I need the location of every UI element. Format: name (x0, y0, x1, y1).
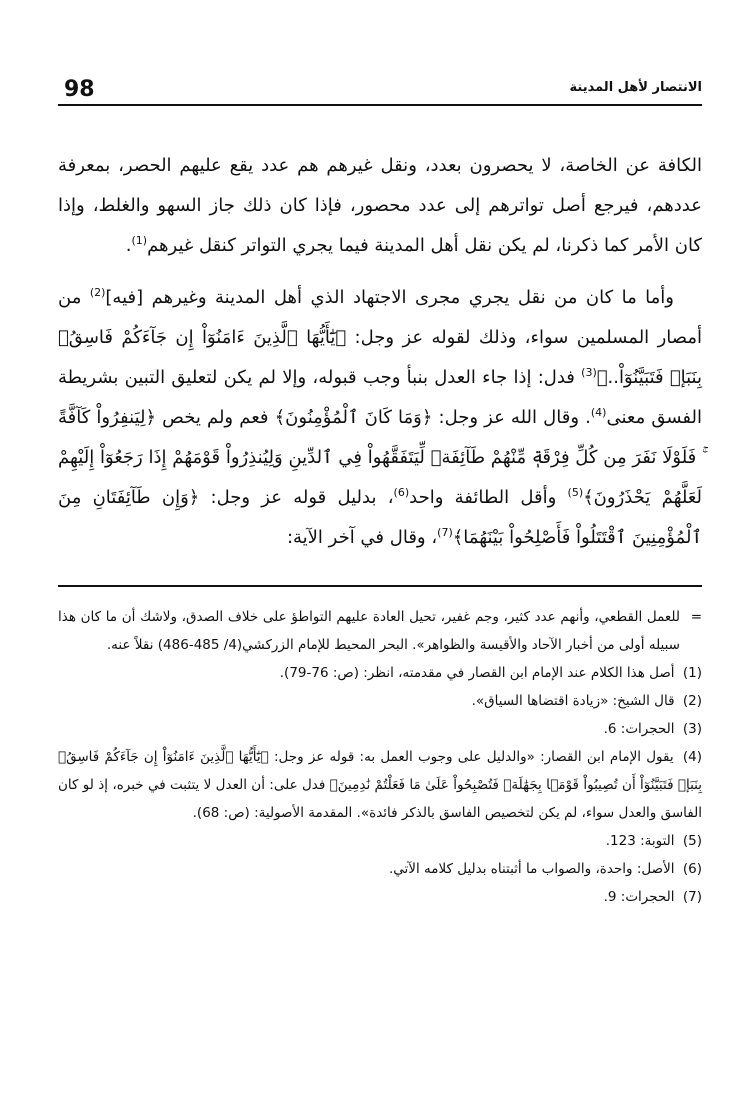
continuation-mark: = (690, 609, 702, 625)
paragraph-tail: . (125, 235, 132, 256)
footnote-text: قال الشيخ: «زيادة اقتضاها السياق». (471, 693, 675, 709)
footnote-number: (5) (682, 833, 702, 849)
footnote-ref: (2) (89, 286, 106, 299)
paragraph-2 (58, 278, 702, 558)
footnote-ref: (7) (437, 526, 453, 539)
footnote-text: الأصل: واحدة، والصواب ما أثبتناه بدليل كلامه الآتي. (388, 861, 675, 877)
footnote-4 (58, 743, 702, 827)
footnote-number: (2) (682, 693, 702, 709)
main-text (58, 146, 702, 558)
footnote-ref: (4) (590, 406, 607, 419)
footnote-ref: (1) (131, 234, 148, 247)
footnote-continuation (58, 603, 702, 659)
footnote-divider (58, 585, 702, 587)
footnote-text: يقول الإمام ابن القصار: «والدليل على وجوب العمل به: قوله عز وجل: ﴿يَٰٓأَيُّهَا ٱلَّذِينَ ءَامَنُوٓاْ إِن جَآءَكُمْ فَاسِقُۢ بِنَبَإٖ فَتَبَيَّنُوٓاْ أَن تُصِيبُواْ قَوْمَۢا بِجَهَٰلَةٖ فَتُصْبِحُواْ عَلَىٰ مَا فَعَلْتُمْ نَٰدِمِينَ﴾ فدل على: أن العدل لا يتثبت في خبره، إذ لو كان الفاسق والعدل سواء، لم يكن لتخصيص الفاسق بالذكر فائدة». المقدمة الأصولية: (ص: 68). (58, 749, 702, 821)
footnote-number: (3) (682, 721, 702, 737)
footnote-text: التوبة: 123. (605, 833, 675, 849)
footnote-number: (4) (682, 749, 703, 765)
footnote-text: الحجرات: 6. (603, 721, 675, 737)
footnote-ref: (6) (393, 486, 410, 499)
footnote-6 (58, 855, 702, 883)
page-header (58, 78, 702, 102)
header-divider (58, 104, 702, 106)
footnote-number: (1) (682, 665, 702, 681)
footnote-5 (58, 827, 702, 855)
footnote-7 (58, 883, 702, 911)
footnote-2 (58, 687, 702, 715)
page-number: 98 (64, 77, 95, 102)
footnote-1 (58, 659, 702, 687)
paragraph-tail: . وقال الله عز وجل: ﴿وَمَا كَانَ ٱلْمُؤْمِنُونَ﴾ فعم ولم يخص ﴿لِيَنفِرُواْ كَآفَّةً ۚ فَلَوْلَا نَفَرَ مِن كُلِّ فِرْقَةٖ مِّنْهُمْ طَآئِفَةٞ لِّيَتَفَقَّهُواْ فِي ٱلدِّينِ وَلِيُنذِرُواْ قَوْمَهُمْ إِذَا رَجَعُوٓاْ إِلَيْهِمْ لَعَلَّهُمْ يَحْذَرُونَ﴾ (58, 407, 702, 508)
running-title: الانتصار لأهل المدينة (569, 80, 702, 95)
footnote-text: الحجرات: 9. (603, 889, 675, 905)
paragraph-tail: ، وقال في آخر الآية: (286, 527, 438, 548)
paragraph-tail: ، بدليل قوله عز وجل: ﴿وَإِن طَآئِفَتَانِ مِنَ ٱلْمُؤْمِنِينَ ٱقْتَتَلُواْ فَأَصْلِحُواْ بَيْنَهُمَا﴾ (58, 487, 702, 548)
paragraph-1 (58, 146, 702, 266)
footnote-ref: (3) (581, 366, 597, 379)
footnote-3 (58, 715, 702, 743)
footnotes (58, 603, 702, 911)
footnote-text: للعمل القطعي، وأنهم عدد كثير، وجم غفير، تحيل العادة عليهم التواطؤ على خلاف الصدق، ولاشك أن ما كان هذا سبيله أولى من أخبار الآحاد والأقيسة والظواهر». البحر المحيط للإمام الزركشي(4/ 485-486) نقلاً عنه. (58, 609, 680, 653)
footnote-number: (6) (682, 861, 702, 877)
paragraph-tail: فدل: إذا جاء العدل بنبأ وجب قبوله، وإلا لم يكن لتعليق التبين بشريطة الفسق معنى (58, 367, 702, 428)
paragraph-tail: وأقل الطائفة واحد (409, 487, 568, 508)
footnote-ref: (5) (567, 486, 584, 499)
paragraph-tail: من أمصار المسلمين سواء، وذلك لقوله عز وجل: ﴿يَٰٓأَيُّهَا ٱلَّذِينَ ءَامَنُوٓاْ إِن جَآءَكُمْ فَاسِقُۢ بِنَبَإٖ فَتَبَيَّنُوٓاْ..﴾ (58, 287, 703, 388)
footnote-text: أصل هذا الكلام عند الإمام ابن القصار في مقدمته، انظر: (ص: 76-79). (279, 665, 675, 681)
paragraph-text: وأما ما كان من نقل يجري مجرى الاجتهاد الذي أهل المدينة وغيرهم [فيه] (105, 287, 674, 308)
footnote-number: (7) (682, 889, 702, 905)
paragraph-text: الكافة عن الخاصة، لا يحصرون بعدد، ونقل غيرهم هم عدد يقع عليهم الحصر، بمعرفة عددهم، فيرجع أصل تواترهم إلى عدد محصور، فإذا كان ذلك جاز السهو والغلط، وإذا كان الأمر كما ذكرنا، لم يكن نقل أهل المدينة فيما يجري التواتر كنقل غيرهم (58, 155, 702, 256)
